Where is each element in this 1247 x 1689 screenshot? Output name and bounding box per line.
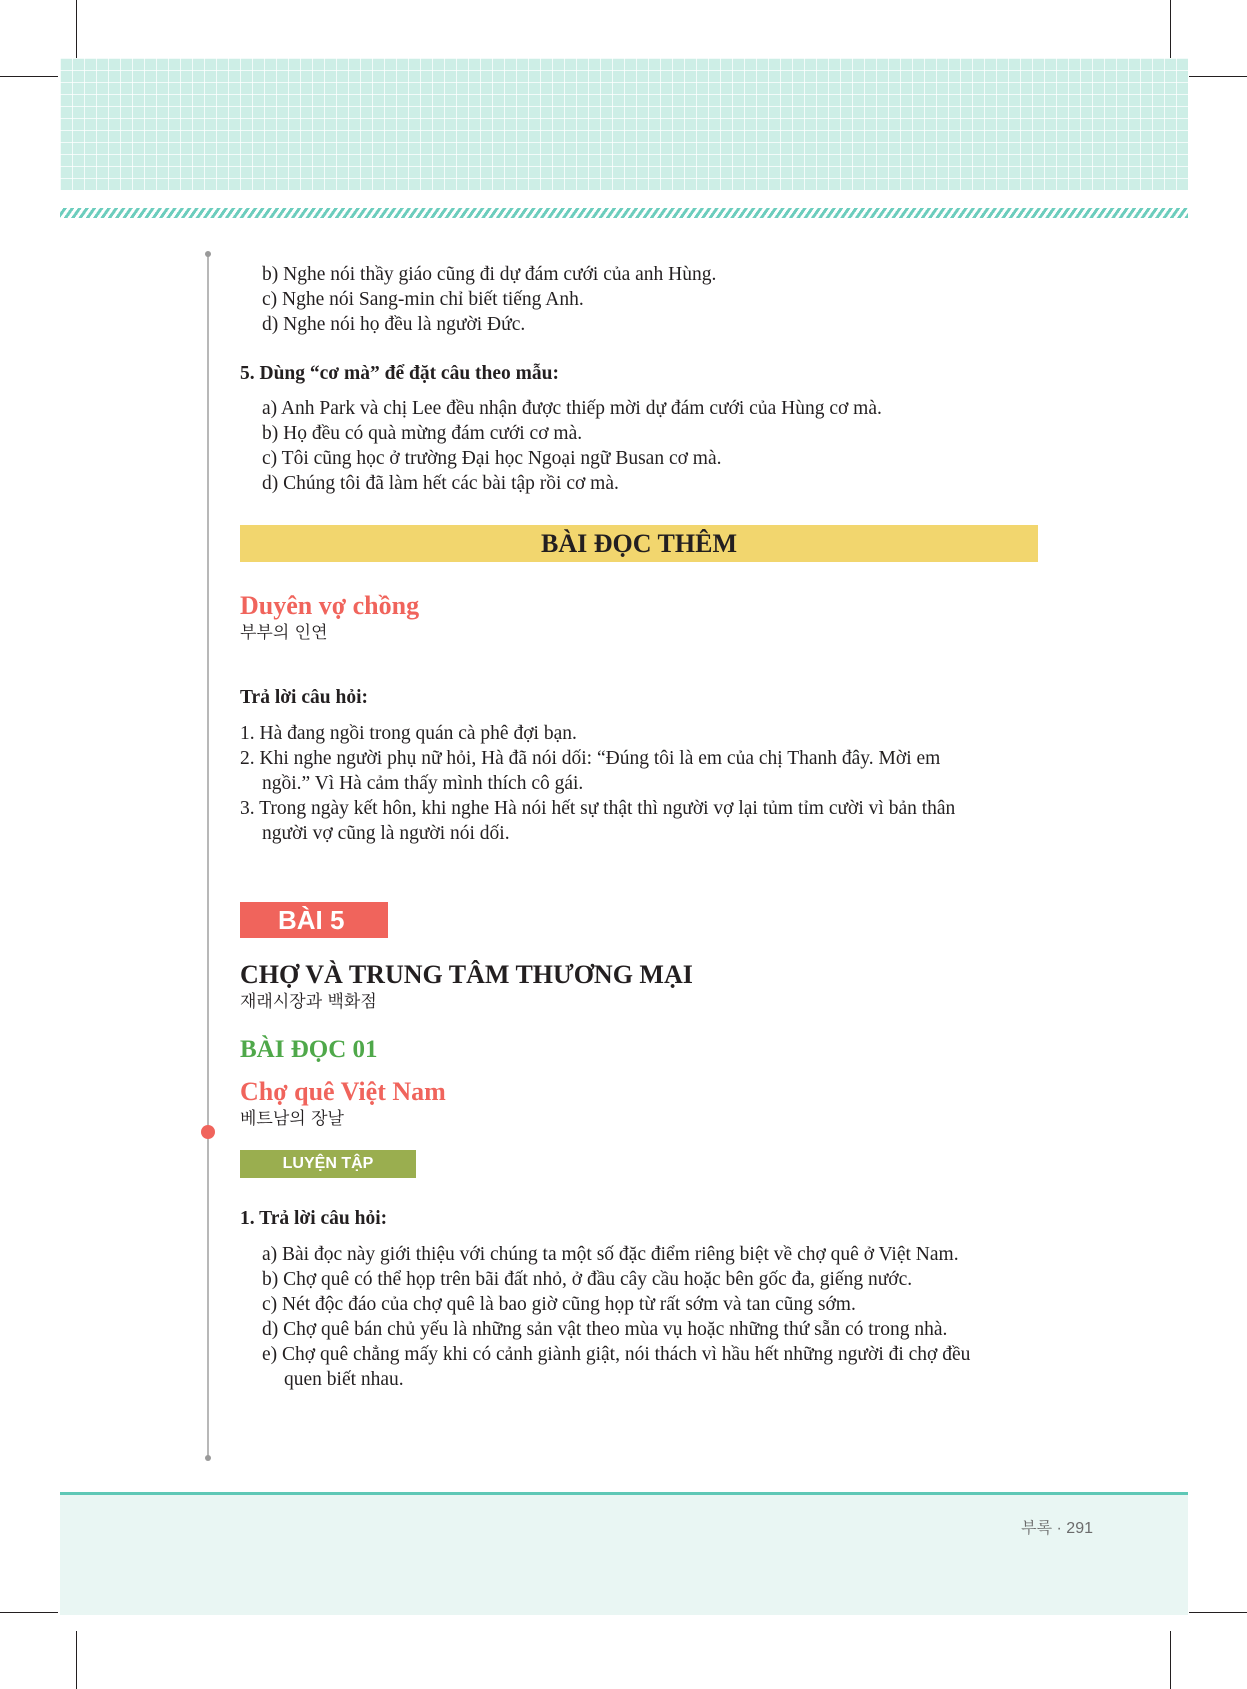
margin-rule-dot <box>205 1455 211 1461</box>
header-grid-band <box>60 58 1188 190</box>
margin-rule <box>207 254 209 1458</box>
question-heading: 1. Trả lời câu hỏi: <box>240 1208 388 1229</box>
list-item: c) Nghe nói Sang-min chỉ biết tiếng Anh. <box>262 289 584 310</box>
header-stripe <box>60 208 1188 218</box>
reading-title: Chợ quê Việt Nam <box>240 1077 446 1106</box>
crop-mark <box>1170 1631 1171 1689</box>
practice-label: LUYỆN TẬP <box>240 1150 416 1178</box>
answer-item-continued: ngồi.” Vì Hà cảm thấy mình thích cô gái. <box>262 773 584 794</box>
list-item: b) Họ đều có quà mừng đám cưới cơ mà. <box>262 423 583 444</box>
margin-rule-dot <box>205 251 211 257</box>
exercise-heading: 5. Dùng “cơ mà” để đặt câu theo mẫu: <box>240 363 560 384</box>
reading-title: Duyên vợ chồng <box>240 591 420 620</box>
crop-mark <box>76 0 77 58</box>
question-heading: Trả lời câu hỏi: <box>240 687 368 708</box>
margin-rule-marker <box>201 1125 215 1139</box>
reading-title-korean: 부부의 인연 <box>240 623 328 643</box>
list-item: a) Anh Park và chị Lee đều nhận được thiếp mời dự đám cưới của Hùng cơ mà. <box>262 398 882 419</box>
list-item: d) Nghe nói họ đều là người Đức. <box>262 314 526 335</box>
answer-item: 2. Khi nghe người phụ nữ hỏi, Hà đã nói dối: “Đúng tôi là em của chị Thanh đây. Mời em <box>240 748 941 769</box>
answer-item-continued: quen biết nhau. <box>284 1369 404 1390</box>
answer-list <box>240 721 1040 846</box>
lesson-label: BÀI 5 <box>240 902 388 938</box>
page-number: 부록 · 291 <box>1021 1520 1093 1537</box>
reading-title-korean: 베트남의 장날 <box>240 1109 344 1129</box>
exercise-items <box>240 396 1040 496</box>
crop-mark <box>0 1612 58 1613</box>
crop-mark <box>1189 1612 1247 1613</box>
footer-band <box>60 1492 1188 1615</box>
answer-item-continued: người vợ cũng là người nói dối. <box>262 823 510 844</box>
crop-mark <box>1189 76 1247 77</box>
answer-item: e) Chợ quê chẳng mấy khi có cảnh giành giật, nói thách vì hầu hết những người đi chợ đều <box>262 1344 971 1365</box>
lesson-title: CHỢ VÀ TRUNG TÂM THƯƠNG MẠI <box>240 960 693 989</box>
answer-list <box>240 1242 1040 1392</box>
crop-mark <box>76 1631 77 1689</box>
list-item: c) Tôi cũng học ở trường Đại học Ngoại ngữ Busan cơ mà. <box>262 448 722 469</box>
answer-item: a) Bài đọc này giới thiệu với chúng ta một số đặc điểm riêng biệt về chợ quê ở Việt Nam. <box>262 1244 959 1265</box>
crop-mark <box>1170 0 1171 58</box>
lesson-title-korean: 재래시장과 백화점 <box>240 992 377 1012</box>
list-item: b) Nghe nói thầy giáo cũng đi dự đám cưới của anh Hùng. <box>262 264 717 285</box>
reading-label: BÀI ĐỌC 01 <box>240 1036 378 1063</box>
list-item: d) Chúng tôi đã làm hết các bài tập rồi cơ mà. <box>262 473 619 494</box>
answer-item: b) Chợ quê có thể họp trên bãi đất nhỏ, ở đầu cây cầu hoặc bên gốc đa, giếng nước. <box>262 1269 913 1290</box>
answer-item: 3. Trong ngày kết hôn, khi nghe Hà nói hết sự thật thì người vợ lại tủm tỉm cười vì bản thân <box>240 798 956 819</box>
page-content <box>240 262 1040 1392</box>
answer-item: c) Nét độc đáo của chợ quê là bao giờ cũng họp từ rất sớm và tan cũng sớm. <box>262 1294 856 1315</box>
previous-exercise-items <box>240 262 1040 337</box>
crop-mark <box>0 76 58 77</box>
answer-item: 1. Hà đang ngồi trong quán cà phê đợi bạn. <box>240 723 577 744</box>
extra-reading-banner: BÀI ĐỌC THÊM <box>240 525 1038 562</box>
answer-item: d) Chợ quê bán chủ yếu là những sản vật theo mùa vụ hoặc những thứ sẵn có trong nhà. <box>262 1319 948 1340</box>
